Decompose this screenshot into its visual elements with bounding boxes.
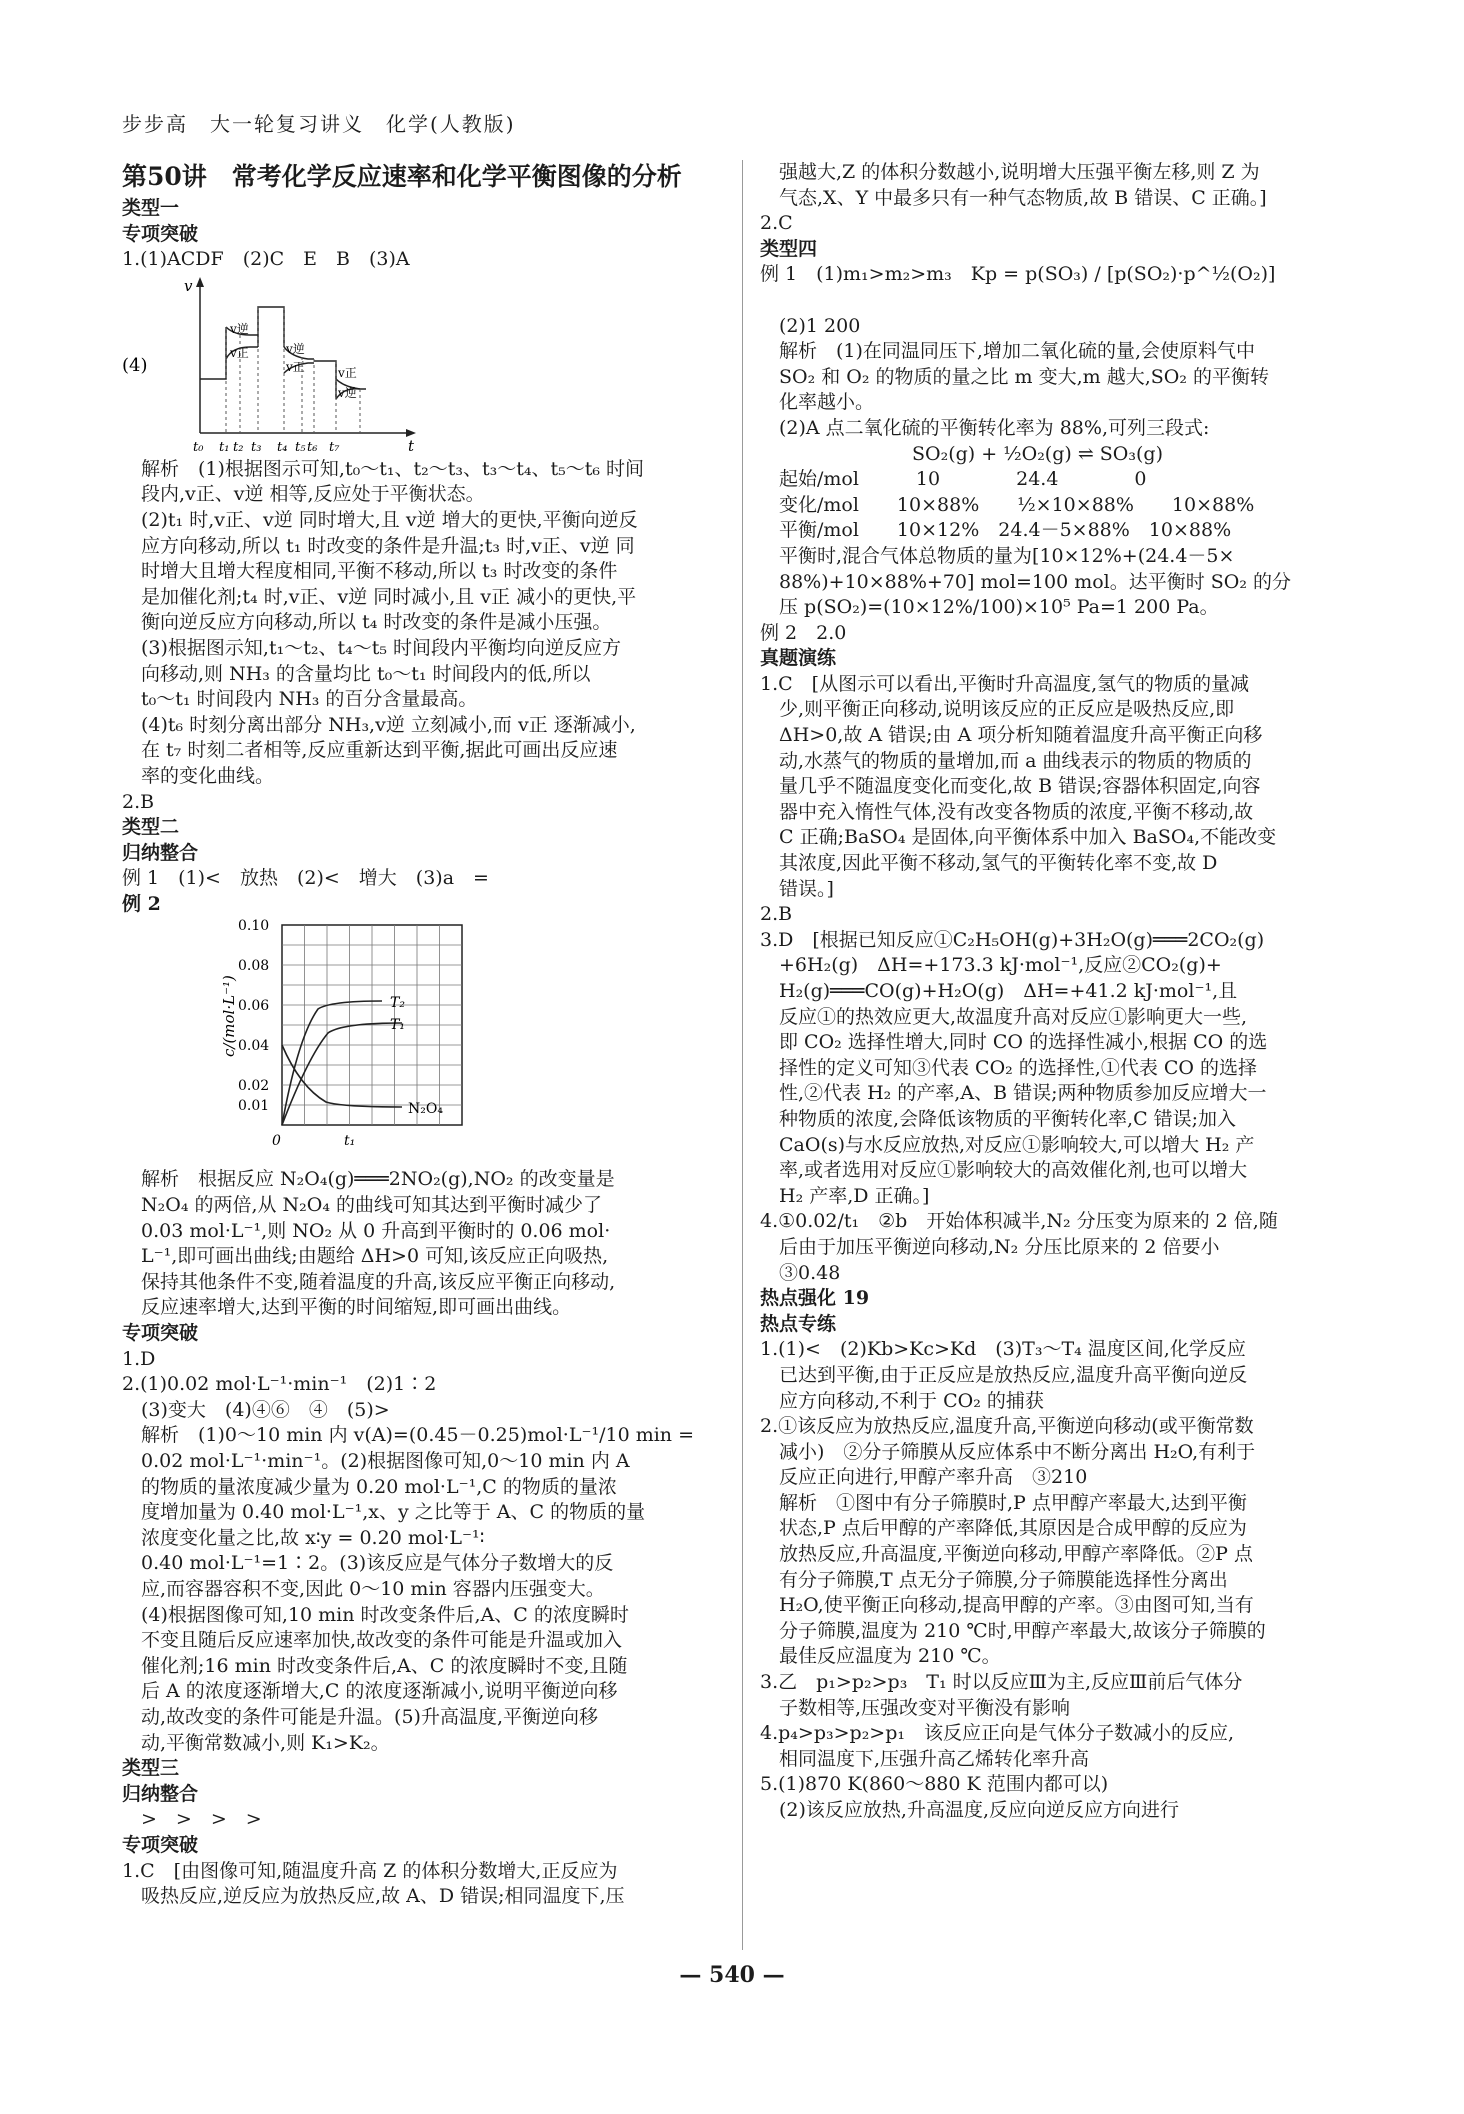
text-line: 88%)+10×88%+70] mol=100 mol。达平衡时 SO₂ 的分 xyxy=(760,570,1292,593)
text-line: 化率越小。 xyxy=(760,391,875,414)
text-line: 3.D [根据已知反应①C₂H₅OH(g)+3H₂O(g)═══2CO₂(g) xyxy=(760,928,1265,951)
conc-x-tick: t₁ xyxy=(344,1133,356,1150)
text-line: 后 A 的浓度逐渐增大,C 的浓度逐渐减小,说明平衡逆向移 xyxy=(122,1680,618,1703)
text-line: 压 p(SO₂)=(10×12%/100)×10⁵ Pa=1 200 Pa。 xyxy=(760,596,1219,619)
text-line: (2)该反应放热,升高温度,反应向逆反应方向进行 xyxy=(760,1799,1179,1821)
text-line: > > > > xyxy=(122,1808,262,1831)
text-line: 1.(1)< (2)Kb>Kc>Kd (3)T₃～T₄ 温度区间,化学反应 xyxy=(760,1338,1246,1361)
conc-ylabel: c/(mol·L⁻¹) xyxy=(220,975,238,1058)
text-line: 变化/mol 10×88% ½×10×88% 10×88% xyxy=(760,493,1255,516)
text-line: 减小) ②分子筛膜从反应体系中不断分离出 H₂O,有利于 xyxy=(760,1440,1256,1463)
text-line: 1.(1)ACDF (2)C E B (3)A xyxy=(122,248,410,271)
text-line: 种物质的浓度,会降低该物质的平衡转化率,C 错误;加入 xyxy=(760,1107,1237,1130)
text-line: L⁻¹,即可画出曲线;由题给 ΔH>0 可知,该反应正向吸热, xyxy=(122,1245,609,1268)
text-line: 子数相等,压强改变对平衡没有影响 xyxy=(760,1696,1071,1719)
section-heading: 类型一 xyxy=(122,197,180,219)
text-line: 4.p₄>p₃>p₂>p₁ 该反应正向是气体分子数减小的反应, xyxy=(760,1722,1235,1745)
conc-y-tick: 0.10 xyxy=(238,918,270,935)
text-line: 0.03 mol·L⁻¹,则 NO₂ 从 0 升高到平衡时的 0.06 mol· xyxy=(122,1219,611,1242)
conc-y-tick: 0.02 xyxy=(238,1078,270,1095)
conc-curve-label: T₁ xyxy=(390,1017,405,1034)
conc-curve-label: N₂O₄ xyxy=(408,1101,443,1118)
vt-tick: t₁ xyxy=(219,439,230,455)
velocity-time-graph xyxy=(122,273,422,457)
vt-tick: t₇ xyxy=(329,439,340,455)
text-line: 5.(1)870 K(860～880 K 范围内都可以) xyxy=(760,1773,1109,1796)
text-line: 例 1 (1)m₁>m₂>m₃ Kp = p(SO₃) / [p(SO₂)·p^½(O₂)] xyxy=(760,263,1276,286)
text-line: 相同温度下,压强升高乙烯转化率升高 xyxy=(760,1747,1090,1770)
concentration-time-figure xyxy=(122,917,728,1167)
text-line: 有分子筛膜,T 点无分子筛膜,分子筛膜能选择性分离出 xyxy=(760,1568,1228,1591)
text-line: 2.(1)0.02 mol·L⁻¹·min⁻¹ (2)1∶2 xyxy=(122,1373,437,1396)
text-line: 吸热反应,逆反应为放热反应,故 A、D 错误;相同温度下,压 xyxy=(122,1885,625,1908)
vt-curve-label: v正 xyxy=(338,365,357,380)
text-line: 例 2 2.0 xyxy=(760,621,847,644)
vt-tick: t₃ xyxy=(251,439,262,455)
text-line: (4)根据图像可知,10 min 时改变条件后,A、C 的浓度瞬时 xyxy=(122,1603,629,1626)
text-line: 1.C [由图像可知,随温度升高 Z 的体积分数增大,正反应为 xyxy=(122,1859,618,1882)
text-line: 反应速率增大,达到平衡的时间缩短,即可画出曲线。 xyxy=(122,1296,572,1319)
vt-curve-label: v正 xyxy=(286,359,305,374)
text-line: 分子筛膜,温度为 210 ℃时,甲醇产率最大,故该分子筛膜的 xyxy=(760,1619,1266,1642)
text-line: 起始/mol 10 24.4 0 xyxy=(760,468,1147,491)
vt-curve-label: v逆 xyxy=(338,385,357,400)
text-line xyxy=(760,288,1360,314)
vt-curve-label: v正 xyxy=(230,345,249,360)
vt-tick: t₆ xyxy=(307,439,318,455)
text-line: SO₂(g) + ½O₂(g) ⇌ SO₃(g) xyxy=(760,442,1163,465)
text-line: 错误。] xyxy=(760,877,834,900)
text-line: 气态,X、Y 中最多只有一种气态物质,故 B 错误、C 正确。] xyxy=(760,186,1267,209)
conc-y-tick: 0.01 xyxy=(238,1098,270,1115)
text-line: 解析 ①图中有分子筛膜时,P 点甲醇产率最大,达到平衡 xyxy=(760,1491,1247,1514)
text-line: 已达到平衡,由于正反应是放热反应,温度升高平衡向逆反 xyxy=(760,1363,1248,1386)
text-line: 平衡时,混合气体总物质的量为[10×12%+(24.4－5× xyxy=(760,544,1235,567)
text-line: C 正确;BaSO₄ 是固体,向平衡体系中加入 BaSO₄,不能改变 xyxy=(760,826,1277,849)
vt-fig-label: (4) xyxy=(122,354,148,376)
vt-x-axis: t xyxy=(408,436,415,455)
text-line: SO₂ 和 O₂ 的物质的量之比 m 变大,m 越大,SO₂ 的平衡转 xyxy=(760,365,1270,388)
section-heading: 归纳整合 xyxy=(122,841,199,864)
text-line: 应方向移动,所以 t₁ 时改变的条件是升温;t₃ 时,v正、v逆 同 xyxy=(122,534,635,557)
text-line: 不变且随后反应速率加快,故改变的条件可能是升温或加入 xyxy=(122,1629,623,1652)
section-heading: 专项突破 xyxy=(122,1833,199,1856)
text-line: 保持其他条件不变,随着温度的升高,该反应平衡正向移动, xyxy=(122,1270,616,1293)
text-line: 在 t₇ 时刻二者相等,反应重新达到平衡,据此可画出反应速 xyxy=(122,739,618,762)
section-heading: 热点专练 xyxy=(760,1312,837,1335)
vt-curve-label: v逆 xyxy=(230,321,249,336)
text-line: ③0.48 xyxy=(760,1261,841,1284)
conc-y-tick: 0.08 xyxy=(238,958,270,975)
section-heading: 热点强化 19 xyxy=(760,1287,870,1310)
section-heading: 真题演练 xyxy=(760,647,837,670)
vt-tick: t₀ xyxy=(193,439,204,455)
text-line: 例 1 (1)< 放热 (2)< 增大 (3)a = xyxy=(122,867,489,890)
text-line: 率的变化曲线。 xyxy=(122,764,275,787)
vt-y-axis: v xyxy=(184,276,193,295)
text-line: t₀～t₁ 时间段内 NH₃ 的百分含量最高。 xyxy=(122,688,478,711)
section-heading: 类型三 xyxy=(122,1757,180,1780)
text-line: 最佳反应温度为 210 ℃。 xyxy=(760,1645,1001,1668)
text-line: CaO(s)与水反应放热,对反应①影响较大,可以增大 H₂ 产 xyxy=(760,1133,1255,1156)
conc-curve-label: T₂ xyxy=(390,995,405,1012)
page-number: — 540 — xyxy=(679,1962,785,1988)
text-line: 度增加量为 0.40 mol·L⁻¹,x、y 之比等于 A、C 的物质的量 xyxy=(122,1501,646,1524)
conc-y-tick: 0.06 xyxy=(238,998,270,1015)
velocity-time-figure xyxy=(122,273,728,457)
text-line: 向移动,则 NH₃ 的含量均比 t₀～t₁ 时间段内的低,所以 xyxy=(122,662,591,685)
text-line: 浓度变化量之比,故 x∶y = 0.20 mol·L⁻¹∶ xyxy=(122,1526,485,1549)
vt-curve-label: v逆 xyxy=(286,341,305,356)
text-line: 平衡/mol 10×12% 24.4－5×88% 10×88% xyxy=(760,519,1232,542)
text-line: 解析 (1)在同温同压下,增加二氧化硫的量,会使原料气中 xyxy=(760,340,1255,363)
page-header: 步步高 大一轮复习讲义 化学(人教版) xyxy=(122,112,516,136)
text-line: 2.B xyxy=(760,903,793,926)
text-line: 时增大且增大程度相同,平衡不移动,所以 t₃ 时改变的条件 xyxy=(122,560,618,583)
section-heading: 专项突破 xyxy=(122,1322,199,1345)
text-line: 少,则平衡正向移动,说明该反应的正反应是吸热反应,即 xyxy=(760,698,1235,721)
text-line: 3.乙 p₁>p₂>p₃ T₁ 时以反应Ⅲ为主,反应Ⅲ前后气体分 xyxy=(760,1671,1243,1694)
concentration-time-graph xyxy=(122,917,542,1167)
text-line: 2.B xyxy=(122,790,155,813)
text-line: 量几乎不随温度变化而变化,故 B 错误;容器体积固定,向容 xyxy=(760,775,1261,798)
text-line: 催化剂;16 min 时改变条件后,A、C 的浓度瞬时不变,且随 xyxy=(122,1654,628,1677)
text-line: 的物质的量浓度减少量为 0.20 mol·L⁻¹,C 的物质的量浓 xyxy=(122,1475,617,1498)
text-line: H₂O,使平衡正向移动,提高甲醇的产率。③由图可知,当有 xyxy=(760,1594,1254,1617)
text-line: 解析 (1)0～10 min 内 v(A)=(0.45－0.25)mol·L⁻¹/10 min = xyxy=(122,1424,695,1447)
text-line: 0.40 mol·L⁻¹=1∶2。(3)该反应是气体分子数增大的反 xyxy=(122,1552,614,1575)
text-line: 性,②代表 H₂ 的产率,A、B 错误;两种物质参加反应增大一 xyxy=(760,1082,1267,1105)
text-line: 解析 (1)根据图示可知,t₀～t₁、t₂～t₃、t₃～t₄、t₅～t₆ 时间 xyxy=(122,457,645,480)
text-line: H₂(g)═══CO(g)+H₂O(g) ΔH=+41.2 kJ·mol⁻¹,且 xyxy=(760,980,1238,1002)
text-line: (2)A 点二氧化硫的平衡转化率为 88%,可列三段式: xyxy=(760,416,1210,439)
text-line: 强越大,Z 的体积分数越小,说明增大压强平衡左移,则 Z 为 xyxy=(760,161,1260,183)
text-line: H₂ 产率,D 正确。] xyxy=(760,1184,930,1207)
text-line: (3)根据图示知,t₁～t₂、t₄～t₅ 时间段内平衡均向逆反应方 xyxy=(122,636,622,659)
text-line: ΔH>0,故 A 错误;由 A 项分析知随着温度升高平衡正向移 xyxy=(760,724,1263,747)
left-column xyxy=(122,160,728,1910)
column-divider xyxy=(742,160,743,1950)
text-line: (3)变大 (4)④⑥ ④ (5)> xyxy=(122,1398,390,1421)
conc-x-tick: 0 xyxy=(272,1133,281,1150)
text-line: 应,而容器容积不变,因此 0～10 min 容器内压强变大。 xyxy=(122,1577,605,1600)
text-line: 其浓度,因此平衡不移动,氢气的平衡转化率不变,故 D xyxy=(760,852,1218,875)
text-line: 状态,P 点后甲醇的产率降低,其原因是合成甲醇的反应为 xyxy=(760,1517,1247,1540)
vt-tick: t₄ xyxy=(277,439,288,455)
text-line: (2)1 200 xyxy=(760,314,861,337)
lecture-title: 第50讲 常考化学反应速率和化学平衡图像的分析 xyxy=(122,162,682,191)
section-heading: 类型四 xyxy=(760,237,818,260)
text-line: 即 CO₂ 选择性增大,同时 CO 的选择性减小,根据 CO 的选 xyxy=(760,1031,1268,1054)
text-line: 动,故改变的条件可能是升温。(5)升高温度,平衡逆向移 xyxy=(122,1705,598,1728)
text-line: 2.①该反应为放热反应,温度升高,平衡逆向移动(或平衡常数 xyxy=(760,1415,1254,1438)
text-line: N₂O₄ 的两倍,从 N₂O₄ 的曲线可知其达到平衡时减少了 xyxy=(122,1194,603,1217)
text-line: +6H₂(g) ΔH=+173.3 kJ·mol⁻¹,反应②CO₂(g)+ xyxy=(760,954,1222,977)
section-heading: 类型二 xyxy=(122,816,180,839)
text-line: 后由于加压平衡逆向移动,N₂ 分压比原来的 2 倍要小 xyxy=(760,1235,1220,1258)
text-line: 段内,v正、v逆 相等,反应处于平衡状态。 xyxy=(122,483,485,506)
text-line: 解析 根据反应 N₂O₄(g)═══2NO₂(g),NO₂ 的改变量是 xyxy=(122,1168,615,1191)
text-line: 率,或者选用对反应①影响较大的高效催化剂,也可以增大 xyxy=(760,1159,1248,1182)
text-line: 动,平衡常数减小,则 K₁>K₂。 xyxy=(122,1731,390,1754)
text-line: 择性的定义可知③代表 CO₂ 的选择性,①代表 CO 的选择 xyxy=(760,1056,1258,1079)
text-line: 反应①的热效应更大,故温度升高对反应①影响更大一些, xyxy=(760,1005,1248,1028)
text-line: 衡向逆反应方向移动,所以 t₄ 时改变的条件是减小压强。 xyxy=(122,611,612,634)
conc-y-tick: 0.04 xyxy=(238,1038,270,1055)
vt-tick: t₂ xyxy=(233,439,244,455)
section-heading: 例 2 xyxy=(122,892,161,915)
text-line: 是加催化剂;t₄ 时,v正、v逆 同时减小,且 v正 减小的更快,平 xyxy=(122,585,637,608)
text-line: 反应正向进行,甲醇产率升高 ③210 xyxy=(760,1466,1088,1489)
text-line: 0.02 mol·L⁻¹·min⁻¹。(2)根据图像可知,0～10 min 内 A xyxy=(122,1450,630,1472)
vt-tick: t₅ xyxy=(295,439,306,455)
text-line: (2)t₁ 时,v正、v逆 同时增大,且 v逆 增大的更快,平衡向逆反 xyxy=(122,508,638,531)
text-line: 4.①0.02/t₁ ②b 开始体积减半,N₂ 分压变为原来的 2 倍,随 xyxy=(760,1210,1278,1233)
text-line: (4)t₆ 时刻分离出部分 NH₃,v逆 立刻减小,而 v正 逐渐减小, xyxy=(122,713,636,736)
text-line: 动,水蒸气的物质的量增加,而 a 曲线表示的物质的物质的 xyxy=(760,749,1252,772)
text-line: 应方向移动,不利于 CO₂ 的捕获 xyxy=(760,1389,1044,1412)
text-line: 2.C xyxy=(760,212,793,235)
section-heading: 归纳整合 xyxy=(122,1782,199,1805)
text-line: 器中充入惰性气体,没有改变各物质的浓度,平衡不移动,故 xyxy=(760,800,1254,823)
right-column xyxy=(760,160,1360,1824)
section-heading: 专项突破 xyxy=(122,222,199,245)
text-line: 1.C [从图示可以看出,平衡时升高温度,氢气的物质的量减 xyxy=(760,672,1250,695)
text-line: 1.D xyxy=(122,1347,156,1370)
text-line: 放热反应,升高温度,平衡逆向移动,甲醇产率降低。②P 点 xyxy=(760,1543,1253,1566)
